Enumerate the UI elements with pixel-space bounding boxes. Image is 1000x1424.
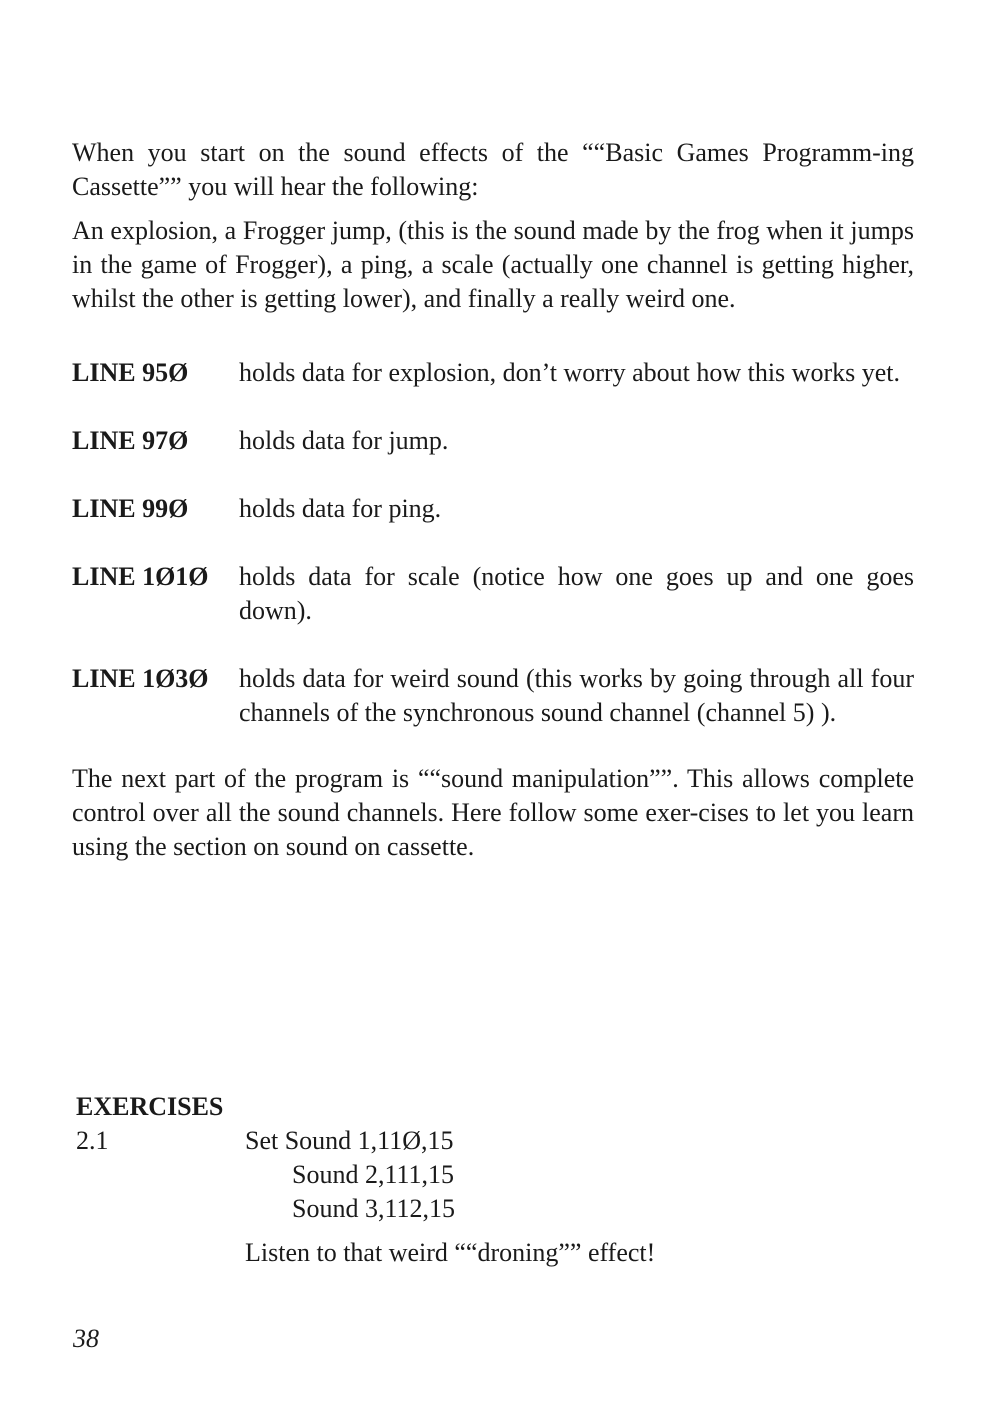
line-definition-row <box>72 560 914 628</box>
line-description: holds data for scale (notice how one goes up and one goes down). <box>239 562 914 625</box>
intro-paragraph-1: When you start on the sound effects of the ““Basic Games Programm-ing Cassette”” you will hear the following: <box>72 138 914 201</box>
command-line: Sound 2,111,15 <box>292 1160 455 1189</box>
command-line: Sound 3,112,15 <box>292 1194 455 1223</box>
line-definition-row <box>72 356 914 390</box>
exercises-heading: EXERCISES <box>76 1092 224 1121</box>
command-line: Set Sound 1,11Ø,15 <box>245 1126 454 1155</box>
line-number: LINE 1Ø3Ø <box>72 664 209 693</box>
line-description: holds data for weird sound (this works by going through all four channels of the synchronous sound channel (channel 5) ). <box>239 664 914 727</box>
line-definition-row <box>72 662 914 730</box>
line-number: LINE 97Ø <box>72 426 189 455</box>
intro-paragraph-2: An explosion, a Frogger jump, (this is the sound made by the frog when it jumps in the game of Frogger), a ping, a scale (actually one channel is getting higher, whilst the other is getting lower), and finally a really weird one. <box>72 216 914 313</box>
line-description: holds data for explosion, don’t worry about how this works yet. <box>239 358 900 387</box>
line-definitions <box>72 356 914 730</box>
page-number: 38 <box>73 1324 99 1353</box>
exercises-section <box>76 1090 914 1270</box>
line-definition-row <box>72 492 914 526</box>
exercise-commands <box>245 1124 914 1226</box>
exercise-note: Listen to that weird ““droning”” effect! <box>245 1238 656 1267</box>
exercise-number: 2.1 <box>76 1126 109 1155</box>
page-body <box>72 136 914 890</box>
exercise-item <box>76 1124 914 1226</box>
line-number: LINE 1Ø1Ø <box>72 562 209 591</box>
line-description: holds data for jump. <box>239 426 449 455</box>
line-description: holds data for ping. <box>239 494 442 523</box>
line-number: LINE 99Ø <box>72 494 189 523</box>
line-definition-row <box>72 424 914 458</box>
closing-paragraph: The next part of the program is ““sound manipulation””. This allows complete control over all the sound channels. Here follow some exer-cises to let you learn using the section on sound on cassette. <box>72 764 914 861</box>
line-number: LINE 95Ø <box>72 358 189 387</box>
